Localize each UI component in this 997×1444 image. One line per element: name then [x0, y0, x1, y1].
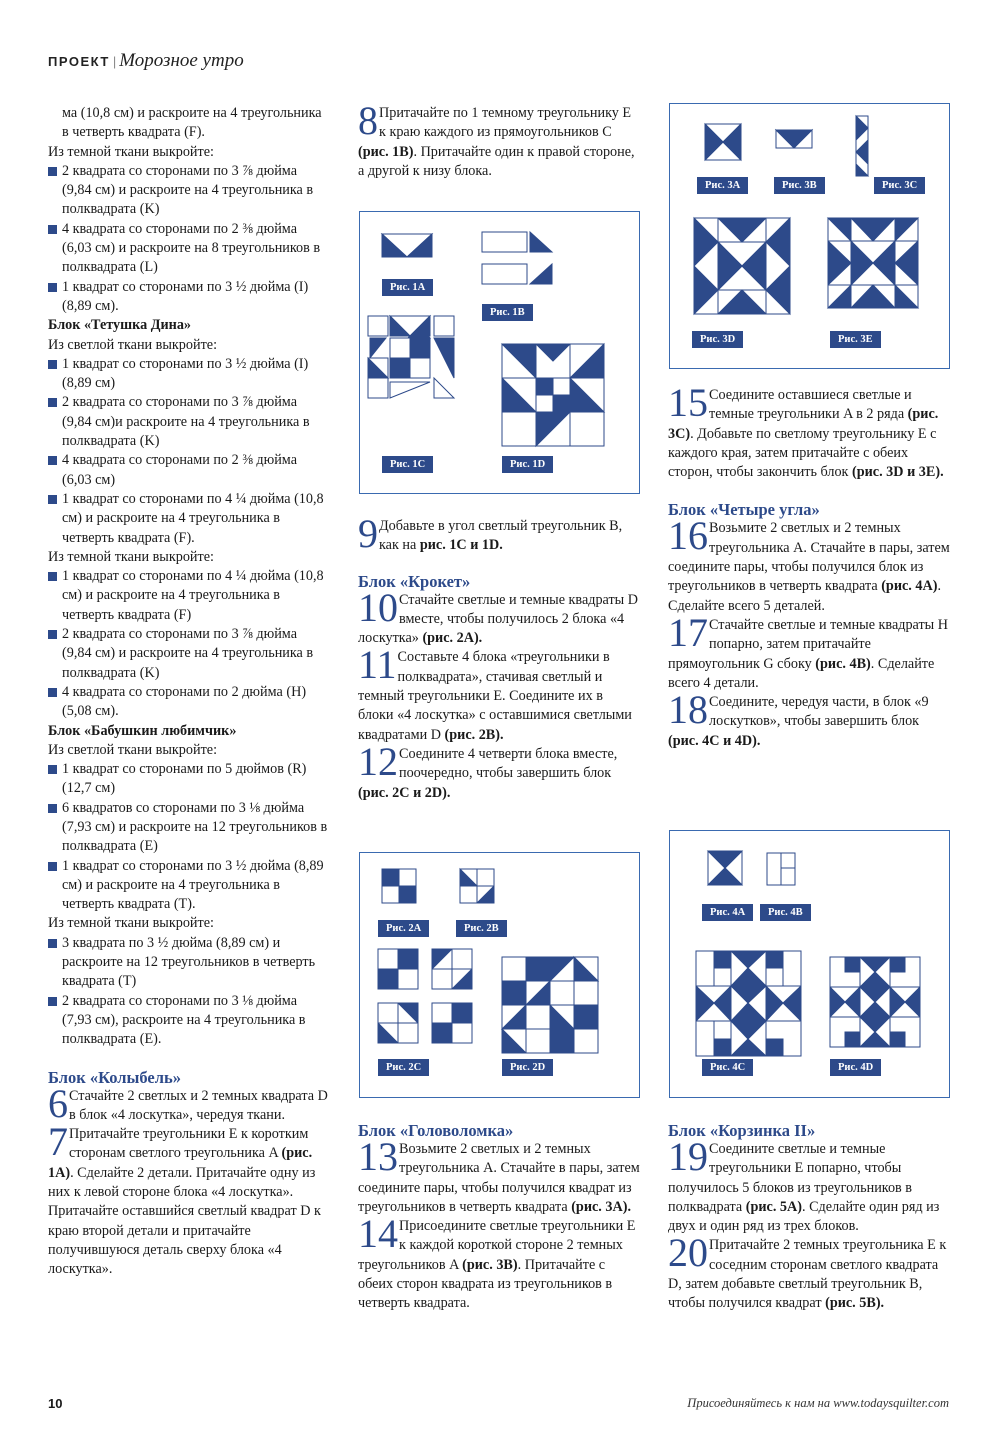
block-2b-drawing: [460, 869, 494, 903]
bullet-square-icon: [48, 572, 57, 581]
section-heading-chetyre-ugla: Блок «Четыре угла»: [668, 500, 820, 520]
figure-3: [669, 103, 950, 369]
step-number: 14: [358, 1211, 398, 1257]
block-4c-drawing: [696, 951, 801, 1056]
block-3d-drawing: [694, 218, 790, 314]
list-item: 4 квадрата со сторонами по 2 ⅜ дюйма (6,03 см): [48, 451, 330, 490]
fig-3e-label: Рис. 3E: [830, 331, 881, 348]
block-heading: Блок «Тетушка Дина»: [48, 317, 192, 334]
fig-3a-label: Рис. 3A: [697, 177, 748, 194]
figure-3-drawing: [670, 104, 949, 368]
bullet-square-icon: [48, 495, 57, 504]
step-number: 13: [358, 1134, 398, 1179]
step-6: 6 Стачайте 2 светлых и 2 темных квадрата D в блок «4 лоскутка», чередуя ткани.: [48, 1080, 328, 1126]
step-number: 18: [668, 687, 708, 733]
subheading: Из темной ткани выкройте:: [48, 915, 214, 932]
list-item: 1 квадрат со сторонами по 3 ½ дюйма (I) (8,89 см): [48, 355, 330, 394]
block-1c-drawing: [368, 316, 454, 398]
list-item: 4 квадрата со сторонами по 2 ⅜ дюйма (6,03 см) и раскроите на 8 треугольников в полквадрата (L): [48, 220, 330, 278]
block-2c-drawing: [378, 949, 472, 1043]
step-number: 7: [48, 1119, 68, 1165]
bullet-square-icon: [48, 939, 57, 948]
figure-1: [359, 211, 640, 494]
list-item: 1 квадрат со сторонами по 4 ¼ дюйма (10,8 см) и раскроите на 4 треугольника в четверть квадрата (F).: [48, 490, 330, 548]
step-number: 15: [668, 380, 708, 425]
list-item: 4 квадрата со сторонами по 2 дюйма (H) (5,08 см).: [48, 683, 330, 722]
list-item: 1 квадрат со сторонами по 4 ¼ дюйма (10,8 см) и раскроите на 4 треугольника в четверть квадрата (F): [48, 567, 330, 625]
list-item: 3 квадрата по 3 ½ дюйма (8,89 см) и раскроите на 12 треугольников в четверть квадрата (T): [48, 934, 330, 992]
figure-4: [669, 830, 950, 1098]
column-2: [358, 98, 638, 181]
bullet-square-icon: [48, 360, 57, 369]
step-13: 13 Возьмите 2 светлых и 2 темных треугольника A. Стачайте в пары, затем соедините пары, чтобы получился квадрат из треугольников в четверть квадрата (рис. 3A).: [358, 1134, 640, 1215]
list-item: 1 квадрат со сторонами по 3 ½ дюйма (8,89 см) и раскроите на 4 треугольника в четверть квадрата (T).: [48, 857, 330, 915]
block-4a-drawing: [708, 851, 742, 885]
bullet-square-icon: [48, 225, 57, 234]
step-12: 12 Соедините 4 четверти блока вместе, поочередно, чтобы завершить блок (рис. 2C и 2D).: [358, 738, 618, 801]
step-number: 16: [668, 513, 708, 559]
column-2-bottom: [358, 1121, 640, 1314]
fig-4d-label: Рис. 4D: [830, 1059, 881, 1076]
fig-2b-label: Рис. 2B: [456, 920, 507, 937]
step-7: 7 Притачайте треугольники E к коротким сторонам светлого треугольника A (рис. 1A). Сделайте 2 детали. Притачайте одну из них к левой стороне блока «4 лоскутка». Притачайте оставшийся светлый квадрат D к краю второй детали и притачайте получившуюся деталь сверху блока «4 лоскутка».: [48, 1119, 321, 1278]
subheading: Из темной ткани выкройте:: [48, 143, 214, 160]
subheading: Из светлой ткани выкройте:: [48, 336, 218, 353]
step-number: 17: [668, 609, 708, 655]
step-19: 19 Соедините светлые и темные треугольники E попарно, чтобы получилось 5 блоков из треугольников в полквадрата (рис. 5A). Сделайте один ряд из двух и один ряд из трех блоков.: [668, 1134, 940, 1235]
bullet-square-icon: [48, 688, 57, 697]
paragraph: ма (10,8 см) и раскроите на 4 треугольника в четверть квадрата (F).: [62, 105, 322, 141]
list-item: 6 квадратов со сторонами по 3 ⅛ дюйма (7,93 см) и раскроите на 12 треугольников в полквадрата (E): [48, 799, 330, 857]
column-3-bottom: [668, 1121, 950, 1314]
step-number: 11: [358, 642, 397, 688]
list-item: 2 квадрата со сторонами по 3 ⅞ дюйма (9,84 см) и раскроите на 4 треугольника в полквадрата (K): [48, 625, 330, 683]
fig-2c-label: Рис. 2C: [378, 1059, 429, 1076]
fig-4b-label: Рис. 4B: [760, 904, 811, 921]
step-14: 14 Присоедините светлые треугольники E к каждой короткой стороне 2 темных треугольников A (рис. 3B). Притачайте с обеих сторон квадрата из треугольников в четверть квадрата.: [358, 1211, 636, 1312]
block-3b-drawing: [776, 130, 812, 148]
step-11: 11 Составьте 4 блока «треугольники в полквадрата», стачивая светлый и темный треугольники E. Соедините их в блоки «4 лоскутка» с оставшимися светлыми квадратами D (рис. 2B).: [358, 642, 632, 743]
subheading: Из светлой ткани выкройте:: [48, 741, 218, 758]
step-15: 15 Соедините оставшиеся светлые и темные треугольники A в 2 ряда (рис. 3C). Добавьте по светлому треугольнику E с каждого края, затем притачайте с обеих сторон, чтобы закончить блок (рис. 3D и 3E).: [668, 380, 944, 481]
bullet-square-icon: [48, 630, 57, 639]
subheading: Из темной ткани выкройте:: [48, 548, 214, 565]
running-header: [48, 50, 244, 72]
fig-4c-label: Рис. 4C: [702, 1059, 753, 1076]
block-3e-drawing: [828, 218, 918, 308]
bullet-square-icon: [48, 456, 57, 465]
block-2a-drawing: [382, 869, 416, 903]
step-8: 8 Притачайте по 1 темному треугольнику E к краю каждого из прямоугольников C (рис. 1B). Притачайте один к правой стороне, а другой к низу блока.: [358, 98, 635, 179]
step-number: 9: [358, 511, 378, 556]
fig-2d-label: Рис. 2D: [502, 1059, 553, 1076]
block-1d-drawing: [502, 344, 604, 446]
step-18: 18 Соедините, чередуя части, в блок «9 лоскутков», чтобы завершить блок (рис. 4C и 4D).: [668, 687, 929, 749]
step-number: 19: [668, 1134, 708, 1179]
bullet-square-icon: [48, 765, 57, 774]
figure-2: [359, 852, 640, 1098]
block-2d-drawing: [502, 957, 598, 1053]
fig-1b-label: Рис. 1B: [482, 304, 533, 321]
bullet-square-icon: [48, 283, 57, 292]
step-9: 9 Добавьте в угол светлый треугольник B, как на рис. 1C и 1D.: [358, 511, 623, 556]
fig-2a-label: Рис. 2A: [378, 920, 429, 937]
footer-website: Присоединяйтесь к нам на www.todaysquilter.com: [687, 1396, 949, 1410]
step-number: 12: [358, 738, 398, 784]
section-heading-kroket: Блок «Крокет»: [358, 571, 471, 591]
step-20: 20 Притачайте 2 темных треугольника E к соседним сторонам светлого квадрата D, затем добавьте светлый треугольник B, чтобы получился квадрат (рис. 5B).: [668, 1230, 947, 1312]
column-3: [668, 380, 950, 751]
header-separator: |: [112, 54, 117, 69]
bullet-square-icon: [48, 167, 57, 176]
step-number: 10: [358, 584, 398, 630]
bullet-square-icon: [48, 997, 57, 1006]
fig-1d-label: Рис. 1D: [502, 456, 553, 473]
bullet-square-icon: [48, 862, 57, 871]
fig-3d-label: Рис. 3D: [692, 331, 743, 348]
fig-3c-label: Рис. 3C: [874, 177, 925, 194]
block-3a-drawing: [705, 124, 741, 160]
step-number: 8: [358, 98, 378, 143]
step-16: 16 Возьмите 2 светлых и 2 темных треугольника A. Стачайте в пары, затем соедините пары, чтобы получился блок из треугольников в четверть квадрата (рис. 4A). Сделайте всего 5 деталей.: [668, 513, 950, 614]
block-heading: Блок «Бабушкин любимчик»: [48, 722, 237, 739]
page-number: 10: [48, 1396, 63, 1411]
fig-3b-label: Рис. 3B: [774, 177, 825, 194]
column-1: [48, 104, 330, 1280]
section-heading-golovolomka: Блок «Головоломка»: [358, 1121, 514, 1140]
block-4b-drawing: [767, 853, 795, 885]
block-4d-drawing: [830, 957, 920, 1047]
step-10: 10 Стачайте светлые и темные квадраты D вместе, чтобы получилось 2 блока «4 лоскутка» (рис. 2A).: [358, 584, 639, 647]
figure-4-drawing: [670, 831, 949, 1097]
list-item: 2 квадрата со сторонами по 3 ⅛ дюйма (7,93 см), раскроите на 4 треугольника в полквадрата (E).: [48, 992, 330, 1050]
fig-1a-label: Рис. 1A: [382, 279, 433, 296]
bullet-square-icon: [48, 398, 57, 407]
section-heading-kolybel: Блок «Колыбель»: [48, 1067, 181, 1087]
block-1b-drawing: [482, 232, 552, 284]
section-label: ПРОЕКТ: [48, 54, 110, 69]
list-item: 2 квадрата со сторонами по 3 ⅞ дюйма (9,84 см) и раскроите на 4 треугольника в полквадрата (K): [48, 162, 330, 220]
block-1a-drawing: [382, 234, 432, 257]
step-number: 6: [48, 1080, 68, 1126]
step-17: 17 Стачайте светлые и темные квадраты H попарно, затем притачайте прямоугольник G сбоку (рис. 4B). Сделайте всего 4 детали.: [668, 609, 949, 691]
project-title: Морозное утро: [119, 50, 244, 71]
column-2-middle: [358, 511, 640, 803]
section-heading-korzinka: Блок «Корзинка II»: [668, 1121, 816, 1140]
list-item: 1 квадрат со сторонами по 3 ½ дюйма (I) (8,89 см).: [48, 278, 330, 317]
list-item: 1 квадрат со сторонами по 5 дюймов (R) (12,7 см): [48, 760, 330, 799]
bullet-square-icon: [48, 804, 57, 813]
fig-1c-label: Рис. 1C: [382, 456, 433, 473]
block-3c-drawing: [856, 116, 868, 176]
figure-1-drawing: [360, 212, 639, 493]
fig-4a-label: Рис. 4A: [702, 904, 753, 921]
step-number: 20: [668, 1230, 708, 1276]
list-item: 2 квадрата со сторонами по 3 ⅞ дюйма (9,84 см)и раскроите на 4 треугольника в полквадрата (K): [48, 393, 330, 451]
